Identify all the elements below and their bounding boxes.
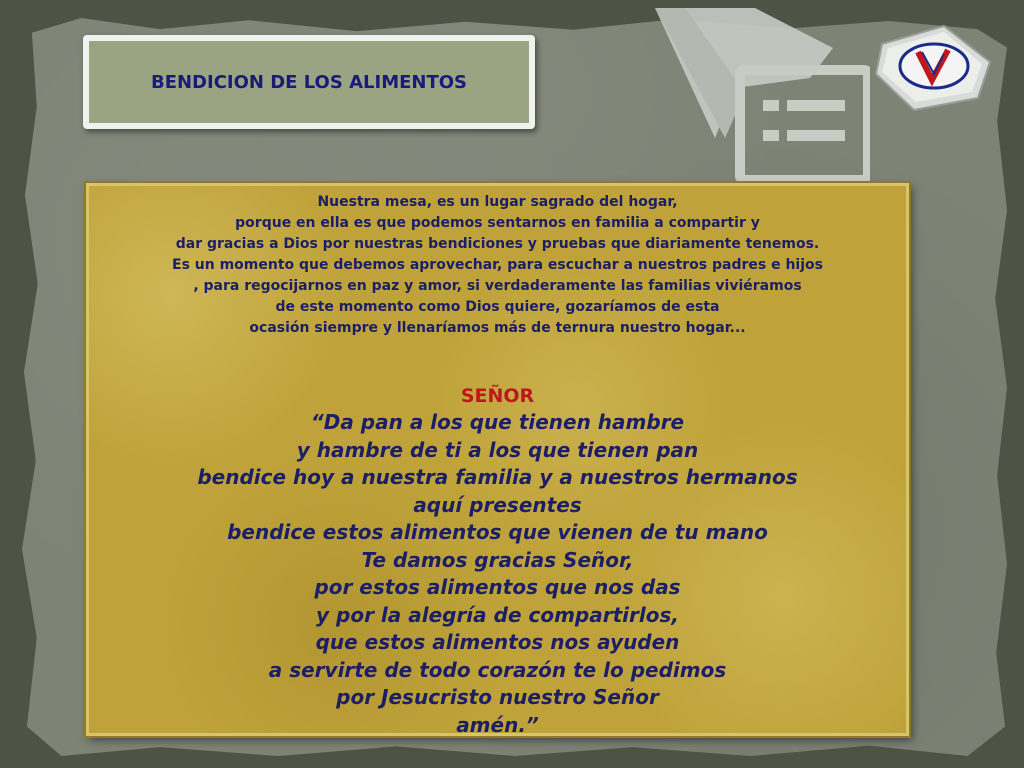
prayer-line: “Da pan a los que tienen hambre <box>310 410 685 434</box>
list-slide-icon <box>655 8 870 188</box>
prayer-line: Te damos gracias Señor, <box>361 547 634 572</box>
prayer-line: bendice hoy a nuestra familia y a nuestros hermanos <box>197 465 798 489</box>
prayer-heading: SEÑOR <box>460 385 535 407</box>
prayer-text <box>89 409 906 739</box>
intro-line: ocasión siempre y llenaríamos más de ternura nuestro hogar... <box>249 320 746 336</box>
prayer-line: a servirte de todo corazón te lo pedimos <box>268 657 727 682</box>
intro-line: porque en ella es que podemos sentarnos en familia a compartir y <box>235 215 760 231</box>
logo-badge-icon <box>874 22 994 112</box>
prayer-line: amén.” <box>456 712 539 737</box>
intro-line: , para regocijarnos en paz y amor, si verdaderamente las familias viviéramos <box>193 278 802 294</box>
title-box <box>83 35 535 129</box>
intro-line: de este momento como Dios quiere, gozaríamos de esta <box>275 299 720 315</box>
prayer-line: bendice estos alimentos que vienen de tu mano <box>227 520 768 544</box>
page-title: BENDICION DE LOS ALIMENTOS <box>89 41 529 123</box>
prayer-card <box>86 183 909 736</box>
intro-line: Es un momento que debemos aprovechar, para escuchar a nuestros padres e hijos <box>172 257 823 273</box>
prayer-line: por Jesucristo nuestro Señor <box>336 685 659 709</box>
intro-line: dar gracias a Dios por nuestras bendiciones y pruebas que diariamente tenemos. <box>175 236 820 252</box>
prayer-line: y hambre de ti a los que tienen pan <box>296 437 699 462</box>
prayer-line: que estos alimentos nos ayuden <box>315 630 680 654</box>
prayer-line: y por la alegría de compartirlos, <box>316 602 679 627</box>
prayer-line: aquí presentes <box>413 492 582 517</box>
prayer-line: por estos alimentos que nos das <box>314 575 681 599</box>
intro-line: Nuestra mesa, es un lugar sagrado del hogar, <box>317 194 678 210</box>
intro-paragraph <box>89 192 906 339</box>
